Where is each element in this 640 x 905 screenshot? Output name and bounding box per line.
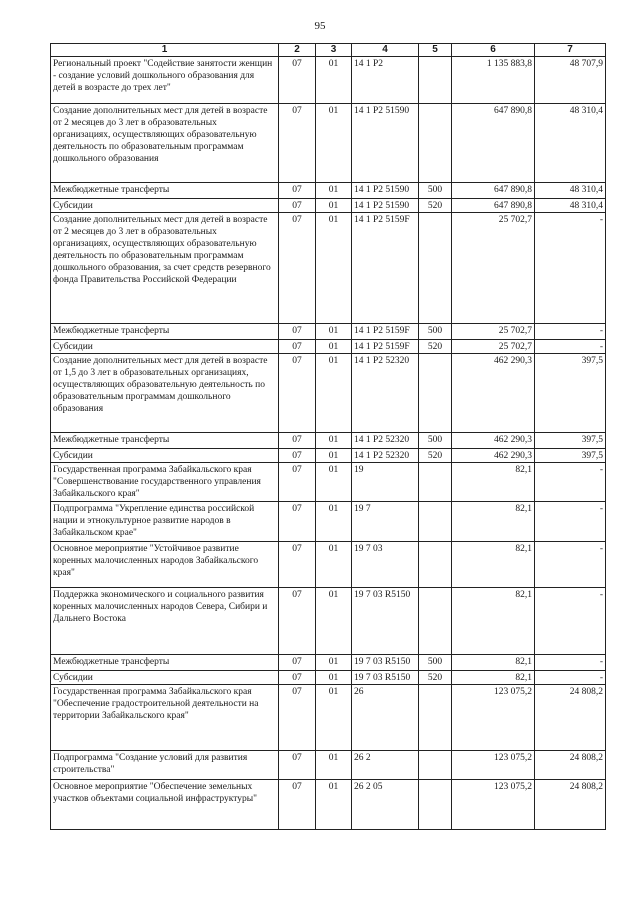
table-cell-c2: 07	[279, 57, 316, 104]
table-cell-code: 19 7 03 R5150	[352, 655, 419, 671]
column-header: 5	[419, 44, 452, 57]
table-cell-type	[419, 354, 452, 433]
table-cell-type: 520	[419, 199, 452, 213]
table-cell-c3: 01	[316, 542, 352, 588]
table-cell-code: 19 7 03 R5150	[352, 588, 419, 655]
table-cell-name: Межбюджетные трансферты	[51, 324, 279, 340]
table-cell-amount2: -	[535, 588, 606, 655]
table-row	[51, 655, 606, 671]
table-cell-amount2: -	[535, 502, 606, 542]
table-cell-name: Субсидии	[51, 449, 279, 463]
table-cell-amount2: -	[535, 324, 606, 340]
table-cell-type: 500	[419, 433, 452, 449]
table-cell-name: Основное мероприятие "Обеспечение земельных участков объектами социальной инфраструктуры"	[51, 780, 279, 830]
table-row	[51, 685, 606, 751]
table-header-row	[51, 44, 606, 57]
table-cell-amount2: -	[535, 542, 606, 588]
table-cell-type	[419, 104, 452, 183]
table-cell-name: Межбюджетные трансферты	[51, 433, 279, 449]
table-cell-c3: 01	[316, 104, 352, 183]
table-cell-code: 19 7 03	[352, 542, 419, 588]
table-cell-c2: 07	[279, 588, 316, 655]
table-cell-type: 520	[419, 340, 452, 354]
table-cell-code: 14 1 P2	[352, 57, 419, 104]
table-cell-name: Создание дополнительных мест для детей в возрасте от 2 месяцев до 3 лет в образовательных организациях, осуществляющих образовательную деятельность по образовательным программам дошкольного образования	[51, 104, 279, 183]
table-row	[51, 213, 606, 324]
table-row	[51, 671, 606, 685]
table-cell-name: Субсидии	[51, 671, 279, 685]
table-cell-c3: 01	[316, 671, 352, 685]
table-row	[51, 354, 606, 433]
table-cell-amount2: -	[535, 671, 606, 685]
table-cell-name: Создание дополнительных мест для детей в возрасте от 2 месяцев до 3 лет в образовательных организациях, осуществляющих образовательную деятельность по образовательным программам дошкольного образования, за счет средств резервного фонда Правительства Российской Федерации	[51, 213, 279, 324]
table-cell-code: 14 1 P2 5159F	[352, 324, 419, 340]
table-cell-name: Субсидии	[51, 340, 279, 354]
table-cell-name: Государственная программа Забайкальского края "Совершенствование государственного управления Забайкальского края"	[51, 463, 279, 502]
table-cell-amount: 25 702,7	[452, 213, 535, 324]
table-cell-amount2: 397,5	[535, 354, 606, 433]
table-cell-name: Межбюджетные трансферты	[51, 183, 279, 199]
table-cell-c3: 01	[316, 57, 352, 104]
table-cell-c3: 01	[316, 433, 352, 449]
column-header: 3	[316, 44, 352, 57]
table-cell-code: 19	[352, 463, 419, 502]
table-cell-c2: 07	[279, 213, 316, 324]
table-cell-c3: 01	[316, 502, 352, 542]
table-cell-amount: 25 702,7	[452, 340, 535, 354]
table-cell-amount2: 48 310,4	[535, 183, 606, 199]
table-cell-c2: 07	[279, 685, 316, 751]
table-cell-c2: 07	[279, 780, 316, 830]
table-cell-c3: 01	[316, 780, 352, 830]
table-cell-name: Субсидии	[51, 199, 279, 213]
table-cell-amount: 123 075,2	[452, 685, 535, 751]
table-cell-code: 26 2	[352, 751, 419, 780]
table-cell-c3: 01	[316, 199, 352, 213]
table-cell-amount: 123 075,2	[452, 780, 535, 830]
table-cell-amount: 647 890,8	[452, 199, 535, 213]
table-cell-amount2: 48 707,9	[535, 57, 606, 104]
budget-table	[50, 43, 606, 830]
table-cell-code: 14 1 P2 52320	[352, 354, 419, 433]
table-cell-type	[419, 542, 452, 588]
table-cell-c2: 07	[279, 199, 316, 213]
table-cell-name: Поддержка экономического и социального развития коренных малочисленных народов Севера, Сибири и Дальнего Востока	[51, 588, 279, 655]
table-cell-code: 19 7 03 R5150	[352, 671, 419, 685]
table-cell-c2: 07	[279, 433, 316, 449]
table-cell-amount: 462 290,3	[452, 433, 535, 449]
table-body	[51, 57, 606, 830]
table-cell-amount: 82,1	[452, 502, 535, 542]
table-row	[51, 183, 606, 199]
table-cell-c2: 07	[279, 354, 316, 433]
column-header: 2	[279, 44, 316, 57]
table-cell-code: 14 1 P2 5159F	[352, 340, 419, 354]
table-cell-c2: 07	[279, 449, 316, 463]
table-cell-code: 26 2 05	[352, 780, 419, 830]
table-cell-c3: 01	[316, 463, 352, 502]
table-cell-c3: 01	[316, 685, 352, 751]
table-cell-amount2: -	[535, 213, 606, 324]
table-row	[51, 751, 606, 780]
table-cell-c3: 01	[316, 183, 352, 199]
table-row	[51, 588, 606, 655]
table-cell-c2: 07	[279, 671, 316, 685]
table-cell-name: Межбюджетные трансферты	[51, 655, 279, 671]
table-cell-type	[419, 463, 452, 502]
table-cell-type: 500	[419, 183, 452, 199]
table-cell-code: 14 1 P2 52320	[352, 449, 419, 463]
table-cell-type	[419, 57, 452, 104]
table-cell-c3: 01	[316, 449, 352, 463]
table-cell-code: 14 1 P2 5159F	[352, 213, 419, 324]
table-cell-name: Основное мероприятие "Устойчивое развитие коренных малочисленных народов Забайкальского края"	[51, 542, 279, 588]
table-cell-amount: 82,1	[452, 655, 535, 671]
table-row	[51, 104, 606, 183]
table-row	[51, 449, 606, 463]
table-cell-code: 19 7	[352, 502, 419, 542]
table-cell-amount: 82,1	[452, 542, 535, 588]
table-cell-c3: 01	[316, 324, 352, 340]
table-cell-c2: 07	[279, 104, 316, 183]
table-row	[51, 780, 606, 830]
table-cell-amount2: 24 808,2	[535, 780, 606, 830]
table-cell-c3: 01	[316, 588, 352, 655]
table-row	[51, 433, 606, 449]
column-header: 4	[352, 44, 419, 57]
table-cell-amount2: 48 310,4	[535, 199, 606, 213]
table-cell-amount: 82,1	[452, 671, 535, 685]
table-cell-c3: 01	[316, 751, 352, 780]
table-cell-c2: 07	[279, 655, 316, 671]
table-cell-amount: 462 290,3	[452, 449, 535, 463]
table-cell-c3: 01	[316, 213, 352, 324]
table-cell-amount: 82,1	[452, 588, 535, 655]
table-row	[51, 340, 606, 354]
table-cell-c2: 07	[279, 340, 316, 354]
table-cell-c2: 07	[279, 463, 316, 502]
table-cell-c2: 07	[279, 751, 316, 780]
table-cell-name: Подпрограмма "Создание условий для развития строительства"	[51, 751, 279, 780]
table-row	[51, 324, 606, 340]
table-cell-name: Государственная программа Забайкальского края "Обеспечение градостроительной деятельности на территории Забайкальского края"	[51, 685, 279, 751]
table-cell-c2: 07	[279, 183, 316, 199]
table-cell-type	[419, 588, 452, 655]
table-cell-type: 520	[419, 449, 452, 463]
table-cell-c2: 07	[279, 542, 316, 588]
table-cell-amount2: 48 310,4	[535, 104, 606, 183]
table-cell-amount2: 397,5	[535, 449, 606, 463]
table-cell-amount2: -	[535, 655, 606, 671]
table-cell-name: Подпрограмма "Укрепление единства российской нации и этнокультурное развитие народов в Забайкальском крае"	[51, 502, 279, 542]
table-cell-amount: 25 702,7	[452, 324, 535, 340]
table-cell-type	[419, 780, 452, 830]
table-cell-name: Региональный проект "Содействие занятости женщин - создание условий дошкольного образования для детей в возрасте до трех лет"	[51, 57, 279, 104]
table-cell-c3: 01	[316, 340, 352, 354]
table-cell-code: 14 1 P2 52320	[352, 433, 419, 449]
table-cell-code: 14 1 P2 51590	[352, 199, 419, 213]
table-cell-type	[419, 751, 452, 780]
table-cell-type	[419, 685, 452, 751]
table-cell-amount2: 24 808,2	[535, 685, 606, 751]
column-header: 1	[51, 44, 279, 57]
table-cell-c3: 01	[316, 354, 352, 433]
table-cell-name: Создание дополнительных мест для детей в возрасте от 1,5 до 3 лет в образовательных организациях, осуществляющих образовательную деятельность по образовательным программам дошкольного образования	[51, 354, 279, 433]
table-cell-amount2: 24 808,2	[535, 751, 606, 780]
table-cell-code: 14 1 P2 51590	[352, 104, 419, 183]
table-cell-amount: 647 890,8	[452, 104, 535, 183]
table-row	[51, 57, 606, 104]
column-header: 6	[452, 44, 535, 57]
table-cell-amount2: -	[535, 463, 606, 502]
table-row	[51, 463, 606, 502]
table-cell-amount: 462 290,3	[452, 354, 535, 433]
table-cell-type	[419, 502, 452, 542]
table-row	[51, 199, 606, 213]
column-header: 7	[535, 44, 606, 57]
table-cell-amount: 82,1	[452, 463, 535, 502]
table-cell-amount2: -	[535, 340, 606, 354]
table-cell-code: 14 1 P2 51590	[352, 183, 419, 199]
table-cell-type	[419, 213, 452, 324]
table-cell-c2: 07	[279, 324, 316, 340]
table-cell-type: 520	[419, 671, 452, 685]
table-cell-c2: 07	[279, 502, 316, 542]
table-cell-code: 26	[352, 685, 419, 751]
table-cell-type: 500	[419, 655, 452, 671]
table-cell-amount: 123 075,2	[452, 751, 535, 780]
table-cell-c3: 01	[316, 655, 352, 671]
table-row	[51, 542, 606, 588]
table-cell-amount: 647 890,8	[452, 183, 535, 199]
table-cell-amount2: 397,5	[535, 433, 606, 449]
page-number: 95	[314, 20, 326, 32]
table-cell-amount: 1 135 883,8	[452, 57, 535, 104]
table-cell-type: 500	[419, 324, 452, 340]
table-row	[51, 502, 606, 542]
